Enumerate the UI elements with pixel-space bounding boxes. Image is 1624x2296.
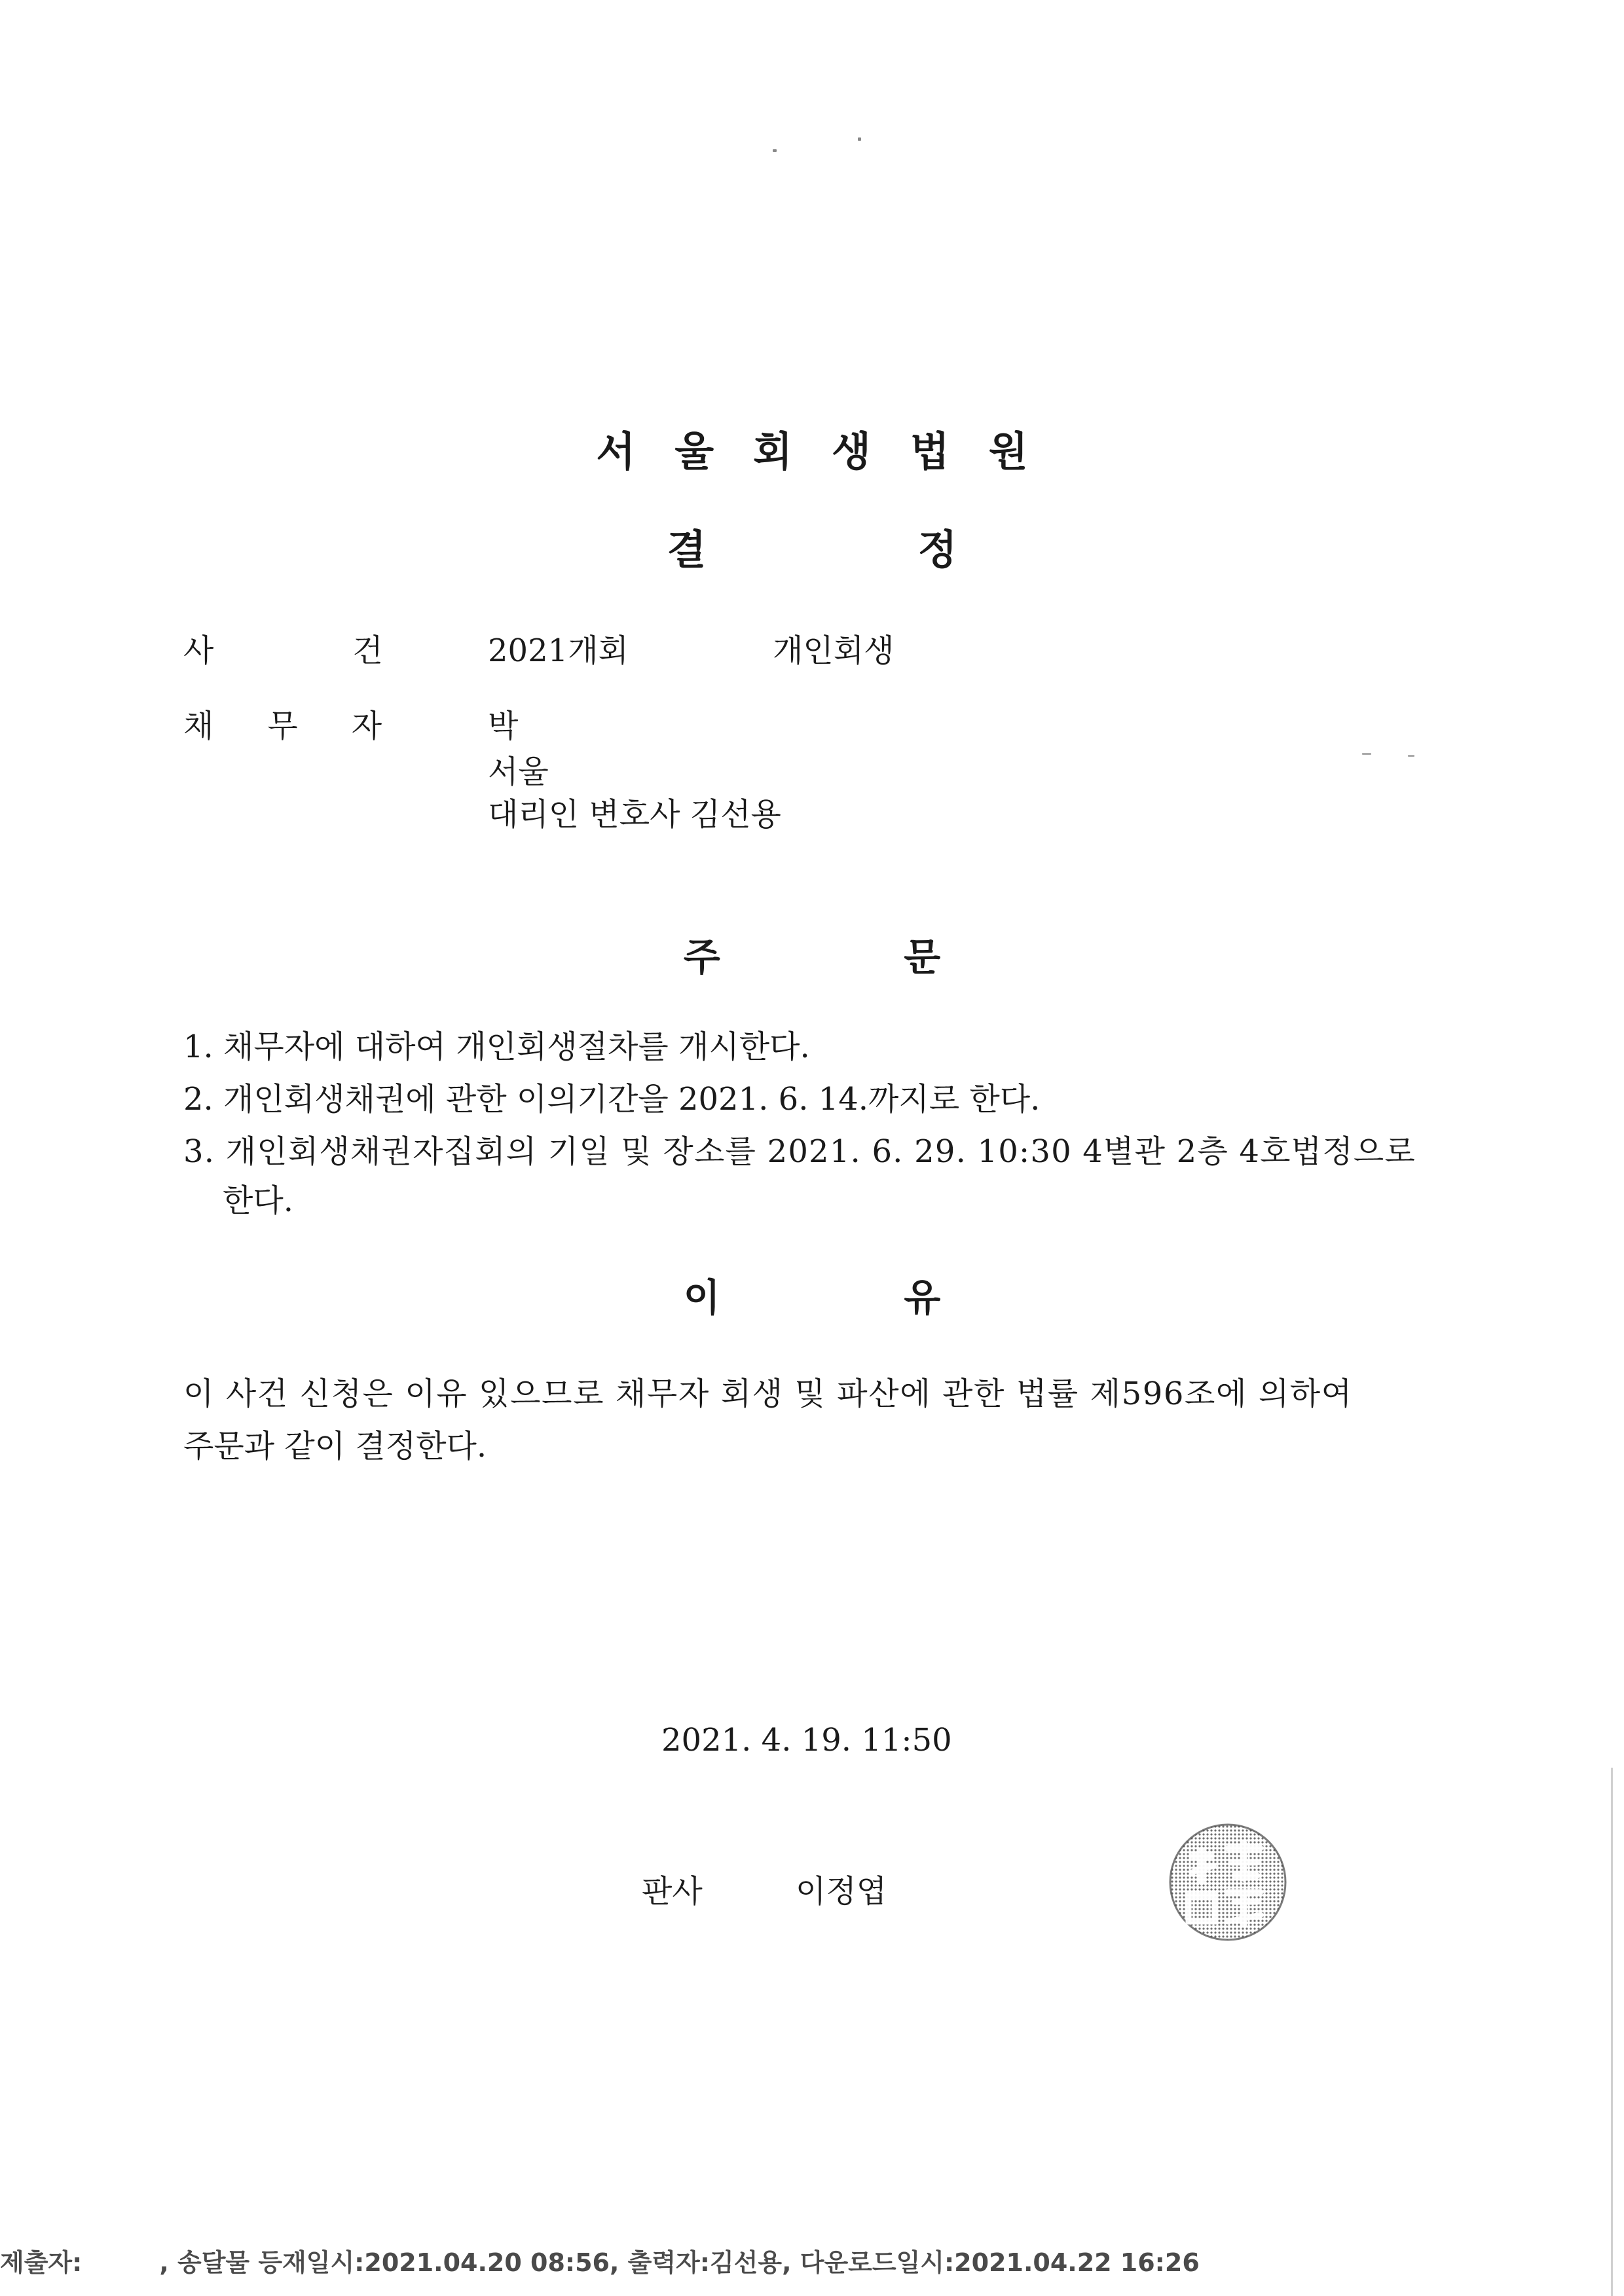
case-label-char: 건 (352, 632, 383, 669)
document-title-right: 정 (917, 526, 957, 574)
court-name: 서울회생법원 (596, 428, 1067, 475)
debtor-label-char: 무 (267, 708, 298, 744)
footer-text: , 송달물 등재일시:2021.04.20 08:56, 출력자:김선용, 다운로드일시:2021.04.22 16:26 (159, 2248, 1200, 2277)
order-item: 1. 채무자에 대하여 개인회생절차를 개시한다. (183, 1029, 810, 1065)
debtor-label (183, 701, 382, 746)
judge-seal-icon (1162, 1817, 1293, 1948)
scan-speck (1408, 755, 1414, 757)
order-title (0, 926, 1624, 981)
debtor-agent: 대리인 변호사 김선용 (488, 796, 781, 833)
reason-title-right: 유 (904, 1275, 941, 1320)
document-title (0, 517, 1624, 575)
scan-speck (773, 149, 777, 152)
debtor-label-char: 자 (351, 708, 382, 744)
document-title-left: 결 (667, 526, 707, 574)
judge-title: 판사 (642, 1873, 703, 1910)
order-item-continued: 한다. (223, 1182, 293, 1219)
debtor-label-char: 채 (183, 708, 214, 744)
case-type: 개인회생 (773, 632, 895, 669)
debtor-address: 서울 (488, 754, 549, 790)
reason-title (0, 1267, 1624, 1322)
scan-speck (858, 137, 861, 141)
judge-name: 이정엽 (796, 1873, 887, 1910)
order-item: 2. 개인회생채권에 관한 이의기간을 2021. 6. 14.까지로 한다. (183, 1081, 1041, 1118)
order-item: 3. 개인회생채권자집회의 기일 및 장소를 2021. 6. 29. 10:30 4별관 2층 4호법정으로 (183, 1133, 1416, 1170)
reason-text-line: 이 사건 신청은 이유 있으므로 채무자 회생 및 파산에 관한 법률 제596조에 의하여 (183, 1376, 1353, 1412)
reason-title-left: 이 (683, 1275, 720, 1320)
order-title-right: 문 (904, 935, 941, 979)
scan-edge-line (1611, 1768, 1613, 2296)
footer-line (0, 2242, 1200, 2278)
case-label-char: 사 (183, 632, 214, 669)
debtor-name: 박 (488, 708, 519, 744)
footer-submitter-label: 제출자: (0, 2248, 83, 2277)
reason-text-line: 주문과 같이 결정한다. (183, 1428, 487, 1465)
scan-speck (1362, 753, 1371, 755)
decision-datetime: 2021. 4. 19. 11:50 (661, 1722, 952, 1758)
case-label (183, 625, 383, 670)
case-number: 2021개회 (488, 632, 629, 669)
order-title-left: 주 (683, 935, 720, 979)
